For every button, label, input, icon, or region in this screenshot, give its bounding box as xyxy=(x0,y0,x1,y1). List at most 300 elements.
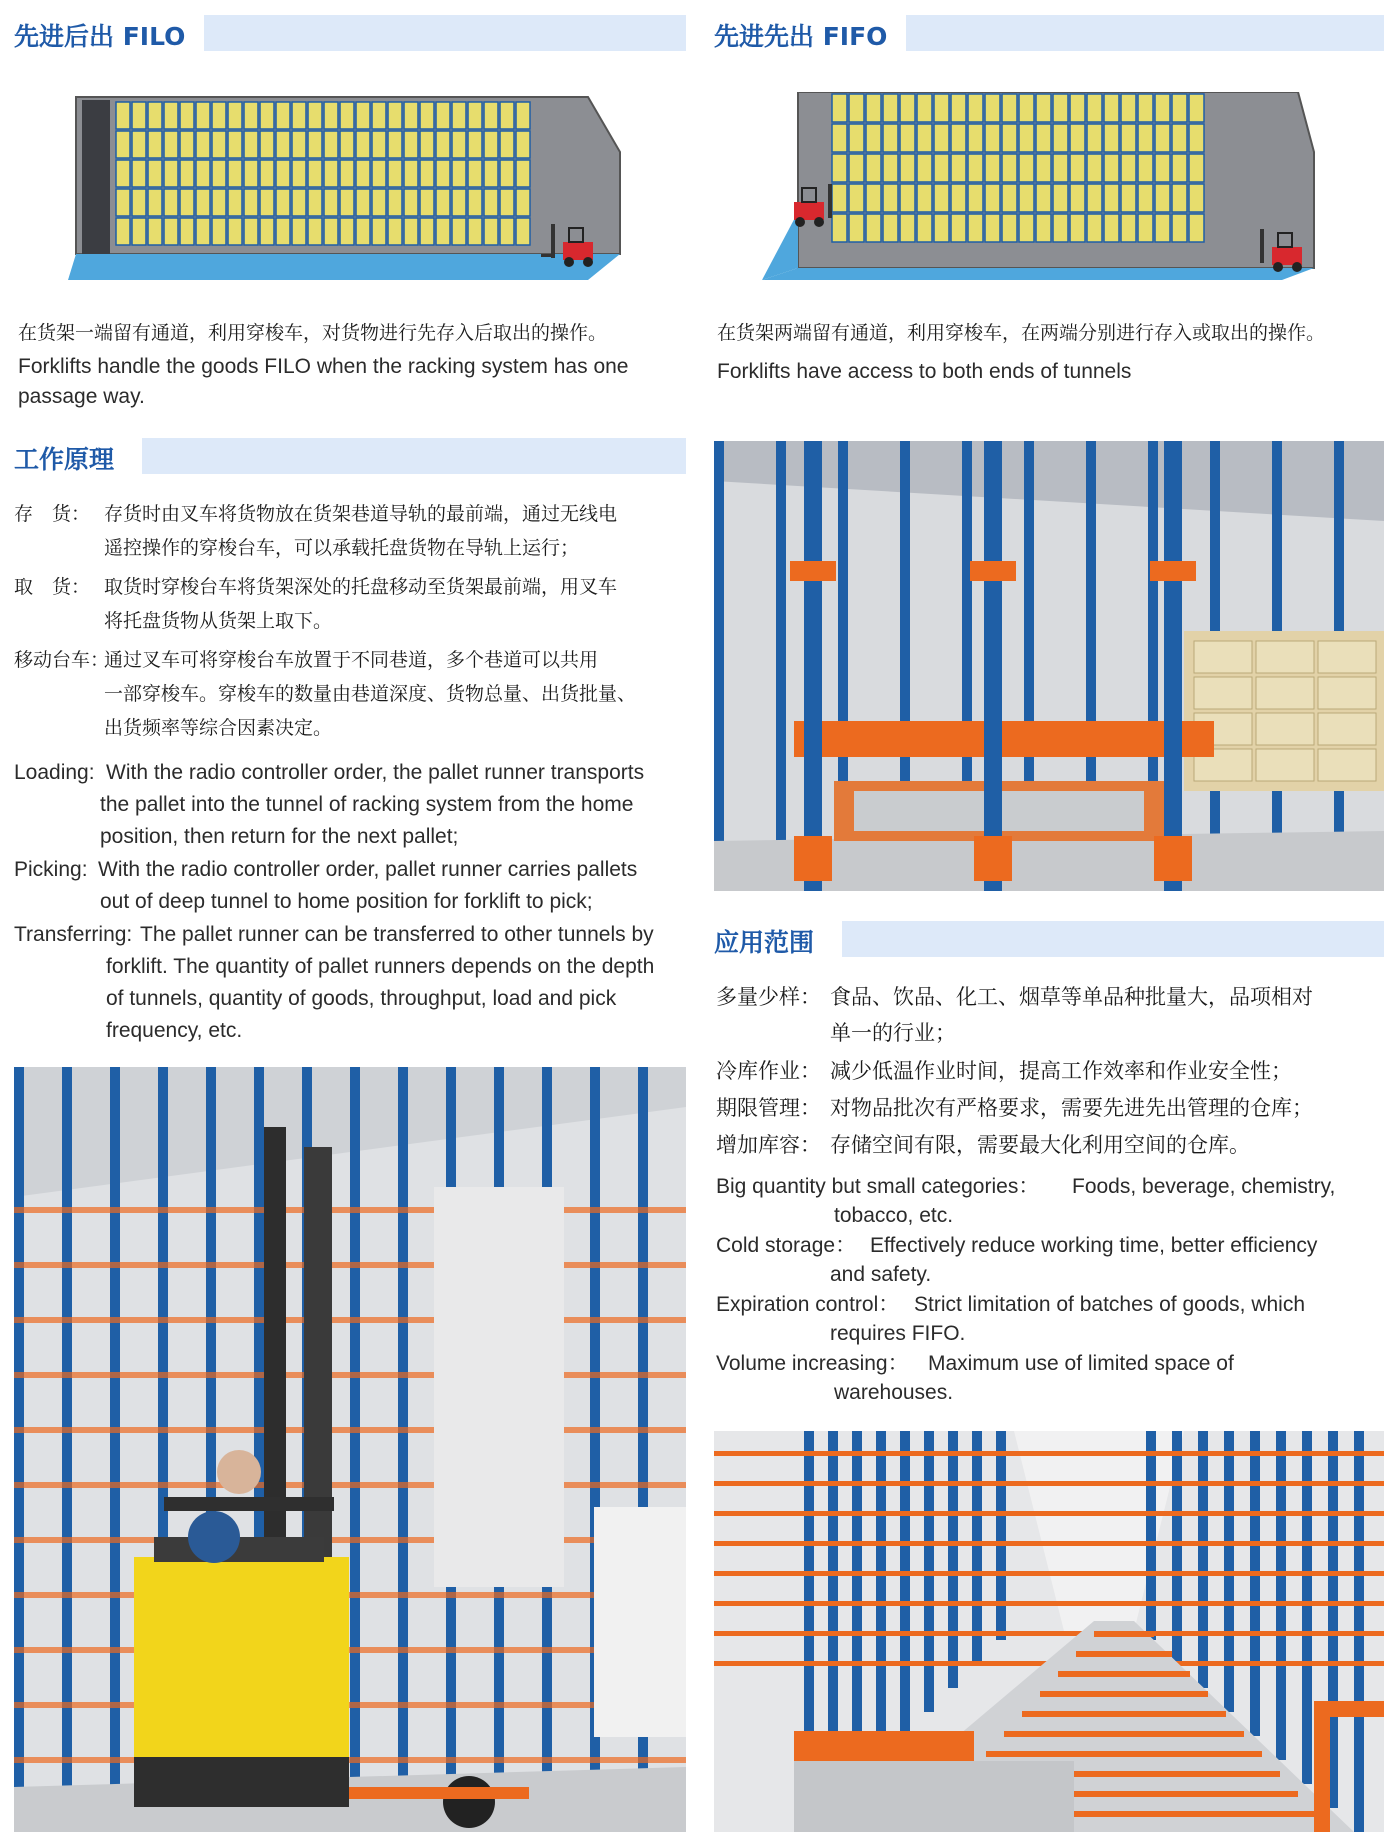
pallet-box xyxy=(484,218,498,245)
pallet-box xyxy=(276,218,290,245)
pallet-box xyxy=(934,154,949,182)
fifo-rack-diagram xyxy=(762,92,1322,282)
pallet-box xyxy=(436,160,450,187)
pallet-box xyxy=(308,102,322,129)
application-text: 食品、饮品、化工、烟草等单品种批量大，品项相对 xyxy=(830,985,1313,1009)
pallet-box xyxy=(468,131,482,158)
pallet-box xyxy=(164,102,178,129)
pallet-box xyxy=(1256,713,1314,745)
principle-en-label: Loading: xyxy=(14,761,95,784)
pallet-box xyxy=(1087,184,1102,212)
principle-en-label: Picking: xyxy=(14,858,88,881)
pallet-box xyxy=(1155,184,1170,212)
application-label: 冷库作业： xyxy=(716,1059,821,1083)
pallet-box xyxy=(436,189,450,216)
pallet-box xyxy=(436,102,450,129)
pallet-box xyxy=(196,160,210,187)
pallet-box xyxy=(228,189,242,216)
fifo-caption-en-line: Forklifts have access to both ends of tunnels xyxy=(717,360,1132,383)
pallet-box xyxy=(832,184,847,212)
principle-en-text: frequency, etc. xyxy=(106,1019,243,1042)
section-header-fifo xyxy=(714,15,1384,51)
application-en-text: warehouses. xyxy=(834,1381,954,1404)
rack-beam xyxy=(14,1537,686,1543)
rack-bracket xyxy=(790,561,836,581)
pallet-box xyxy=(1121,154,1136,182)
pallet-box xyxy=(132,102,146,129)
rack-upright xyxy=(62,1067,72,1832)
pallet-box xyxy=(276,160,290,187)
pallet-box xyxy=(1070,94,1085,122)
application-en-label: Cold storage： xyxy=(716,1234,857,1257)
principle-en-text: the pallet into the tunnel of racking system from the home xyxy=(100,793,634,816)
pallet-box xyxy=(1256,641,1314,673)
principle-text: 将托盘货物从货架上取下。 xyxy=(104,610,333,632)
rack-beam xyxy=(14,1427,686,1433)
pallet-box xyxy=(164,160,178,187)
pallet-box xyxy=(116,218,130,245)
pallet-box xyxy=(832,214,847,242)
pallet-box xyxy=(1194,641,1252,673)
pallet-box xyxy=(1019,124,1034,152)
rack-beam xyxy=(714,1451,1384,1456)
pallet-box xyxy=(372,131,386,158)
pallet-box xyxy=(951,184,966,212)
rack-upright xyxy=(972,1431,982,1664)
application-en-text: and safety. xyxy=(830,1263,932,1286)
pallet-box xyxy=(968,184,983,212)
pallet-box xyxy=(180,160,194,187)
pallet-box xyxy=(1138,124,1153,152)
pallet-box xyxy=(404,160,418,187)
rack-bracket xyxy=(970,561,1016,581)
rack-upright xyxy=(714,441,724,891)
application-en-text: Effectively reduce working time, better efficiency xyxy=(870,1234,1318,1257)
application-en-text: Maximum use of limited space of xyxy=(928,1352,1234,1375)
pallet-box xyxy=(388,218,402,245)
pallet-box xyxy=(292,102,306,129)
pallet-box xyxy=(1087,94,1102,122)
pallet-box xyxy=(1138,214,1153,242)
fifo-caption-cn: 在货架两端留有通道，利用穿梭车，在两端分别进行存入或取出的操作。 xyxy=(717,322,1326,344)
pallet-box xyxy=(132,218,146,245)
pallet-box xyxy=(372,160,386,187)
pallet-box xyxy=(292,218,306,245)
pallet-box xyxy=(196,131,210,158)
pallet-box xyxy=(388,131,402,158)
pallet-box xyxy=(883,154,898,182)
rack-upright xyxy=(1250,1431,1260,1736)
pallet-box xyxy=(468,160,482,187)
shuttle-rack-photo xyxy=(714,441,1384,891)
pallet-box xyxy=(866,184,881,212)
pallet-box xyxy=(468,218,482,245)
pallet-box xyxy=(900,214,915,242)
rack-beam xyxy=(714,1511,1384,1516)
pallet-box xyxy=(292,160,306,187)
rack-beam xyxy=(14,1372,686,1378)
pallet-box xyxy=(356,102,370,129)
pallet-box xyxy=(276,189,290,216)
pallet-box xyxy=(866,214,881,242)
pallet-box xyxy=(164,189,178,216)
pallet-box xyxy=(900,124,915,152)
principle-en-text: The pallet runner can be transferred to other tunnels by xyxy=(140,923,654,946)
pallet-box xyxy=(388,102,402,129)
pallet-box xyxy=(452,218,466,245)
pallet-box xyxy=(516,189,530,216)
pallet-box xyxy=(420,160,434,187)
pallet-box xyxy=(1121,94,1136,122)
rail xyxy=(986,1751,1262,1757)
pallet-box xyxy=(244,189,258,216)
application-text: 减少低温作业时间，提高工作效率和作业安全性； xyxy=(830,1059,1292,1083)
rail xyxy=(1058,1671,1190,1677)
pallet-box xyxy=(212,160,226,187)
pallet-box xyxy=(1019,184,1034,212)
pallet-box xyxy=(500,218,514,245)
application-text: 对物品批次有严格要求，需要先进先出管理的仓库； xyxy=(830,1096,1313,1120)
principle-text: 遥控操作的穿梭台车，可以承载托盘货物在导轨上运行； xyxy=(104,537,580,559)
pallet-box xyxy=(308,189,322,216)
pallet-box xyxy=(116,189,130,216)
pallet-box xyxy=(1070,184,1085,212)
pallet-box xyxy=(228,160,242,187)
pallet-box xyxy=(883,214,898,242)
pallet-box xyxy=(1172,124,1187,152)
rack-beam xyxy=(714,1541,1384,1546)
pallet-box xyxy=(1002,94,1017,122)
pallet-box xyxy=(1138,154,1153,182)
section-header-principle xyxy=(14,438,686,474)
pallet-box xyxy=(1104,124,1119,152)
pallet-box xyxy=(1019,214,1034,242)
pallet-box xyxy=(484,189,498,216)
pallet-box xyxy=(340,218,354,245)
pallet-box xyxy=(420,218,434,245)
pallet-box xyxy=(308,131,322,158)
pallet-box xyxy=(1256,749,1314,781)
pallet-box xyxy=(934,214,949,242)
pallet-box xyxy=(1189,154,1204,182)
pallet-box xyxy=(849,184,864,212)
pallet-box xyxy=(276,102,290,129)
rack-upright xyxy=(996,1431,1006,1640)
pallet-box xyxy=(1053,214,1068,242)
pallet-box xyxy=(849,154,864,182)
application-en-text: tobacco, etc. xyxy=(834,1204,954,1227)
application-en-label: Volume increasing： xyxy=(716,1352,909,1375)
rack-beam xyxy=(14,1317,686,1323)
pallet-box xyxy=(1036,124,1051,152)
rack-beam xyxy=(14,1757,686,1763)
pallet-box xyxy=(180,218,194,245)
pallet-box xyxy=(985,154,1000,182)
pallet-box xyxy=(116,131,130,158)
pallet-box xyxy=(356,189,370,216)
rail xyxy=(1022,1711,1226,1717)
pallet-box xyxy=(196,102,210,129)
rack-beam xyxy=(14,1647,686,1653)
pallet-box xyxy=(468,189,482,216)
rack-upright xyxy=(776,441,786,891)
pallet-box xyxy=(951,154,966,182)
pallet-box xyxy=(308,160,322,187)
pallet-box xyxy=(404,189,418,216)
principle-text: 通过叉车可将穿梭台车放置于不同巷道，多个巷道可以共用 xyxy=(104,649,599,671)
pallet-box xyxy=(180,131,194,158)
rail xyxy=(1040,1691,1208,1697)
pallet-box xyxy=(1155,124,1170,152)
section-title-application: 应用范围 xyxy=(714,928,815,957)
pallet-box xyxy=(866,154,881,182)
header-bar xyxy=(142,438,686,474)
pallet-box xyxy=(404,102,418,129)
pallet-box xyxy=(148,218,162,245)
filo-caption-cn: 在货架一端留有通道，利用穿梭车，对货物进行先存入后取出的操作。 xyxy=(18,322,608,344)
pallet-box xyxy=(1104,184,1119,212)
pallet-box xyxy=(452,102,466,129)
pallet-box xyxy=(228,131,242,158)
pallet-box xyxy=(372,189,386,216)
rack-beam xyxy=(714,1571,1384,1576)
application-text: 单一的行业； xyxy=(830,1021,956,1045)
pallet-box xyxy=(849,124,864,152)
pallet-box xyxy=(372,218,386,245)
pallet-box xyxy=(883,124,898,152)
forklift-warehouse-photo xyxy=(14,1067,686,1832)
pallet-box xyxy=(196,218,210,245)
pallet-box xyxy=(1070,154,1085,182)
pallet-box xyxy=(212,189,226,216)
pallet-box xyxy=(404,218,418,245)
pallet-box xyxy=(1087,154,1102,182)
principle-en-text: With the radio controller order, the pallet runner transports xyxy=(106,761,645,784)
pallet-box xyxy=(452,189,466,216)
pallet-box xyxy=(1318,749,1376,781)
principle-label: 存 货： xyxy=(14,503,91,525)
pallet-box xyxy=(516,160,530,187)
pallet-box xyxy=(404,131,418,158)
pallet-box xyxy=(228,102,242,129)
section-title-fifo: 先进先出 FIFO xyxy=(714,22,888,51)
pallet-box xyxy=(1318,641,1376,673)
pallet-box xyxy=(1070,214,1085,242)
pallet-box xyxy=(1002,214,1017,242)
header-bar xyxy=(906,15,1384,51)
pallet-box xyxy=(356,218,370,245)
pallet-box xyxy=(951,214,966,242)
application-en-text: Strict limitation of batches of goods, which xyxy=(914,1293,1306,1316)
pallet-box xyxy=(212,102,226,129)
application-text: 存储空间有限，需要最大化利用空间的仓库。 xyxy=(830,1133,1250,1157)
pallet-box xyxy=(968,214,983,242)
pallet-box xyxy=(951,124,966,152)
pallet-box xyxy=(516,102,530,129)
pallet-box xyxy=(1104,214,1119,242)
pallet-box xyxy=(1138,184,1153,212)
pallet-box xyxy=(244,160,258,187)
pallet-box xyxy=(132,189,146,216)
pallet-box xyxy=(452,160,466,187)
pallet-box xyxy=(934,124,949,152)
pallet-box xyxy=(849,94,864,122)
pallet-box xyxy=(1053,154,1068,182)
pallet-box xyxy=(968,124,983,152)
pallet-box xyxy=(1087,214,1102,242)
pallet-box xyxy=(985,94,1000,122)
pallet-box xyxy=(1172,154,1187,182)
principle-en-text: position, then return for the next pallet; xyxy=(100,825,459,848)
pallet-box xyxy=(500,102,514,129)
filo-caption-en-line: Forklifts handle the goods FILO when the racking system has one xyxy=(18,355,629,378)
pallet-box xyxy=(1036,214,1051,242)
pallet-box xyxy=(420,189,434,216)
pallet-box xyxy=(883,94,898,122)
principle-en-text: of tunnels, quantity of goods, throughput, load and pick xyxy=(106,987,617,1010)
pallet-box xyxy=(356,160,370,187)
pallet-box xyxy=(1318,677,1376,709)
rack-foot xyxy=(974,836,1012,881)
pallet-box xyxy=(1172,214,1187,242)
rack-upright xyxy=(948,1431,958,1688)
pallet-box xyxy=(292,189,306,216)
rack-upright xyxy=(1146,1431,1156,1640)
pallet-box xyxy=(917,214,932,242)
application-label: 期限管理： xyxy=(716,1096,821,1120)
rack-upright xyxy=(1198,1431,1208,1688)
rack-upright xyxy=(1172,1431,1182,1664)
rack-upright xyxy=(804,441,822,891)
pallet-box xyxy=(934,94,949,122)
principle-text: 出货频率等综合因素决定。 xyxy=(104,717,333,739)
rack-beam xyxy=(14,1702,686,1708)
application-en-label: Big quantity but small categories： xyxy=(716,1175,1040,1198)
pallet-box xyxy=(917,124,932,152)
pallet-box xyxy=(1172,94,1187,122)
pallet-box xyxy=(324,131,338,158)
pallet-box xyxy=(1138,94,1153,122)
section-header-filo xyxy=(14,15,686,51)
pallet-box xyxy=(866,94,881,122)
principle-en-label: Transferring: xyxy=(14,923,133,946)
rack-beam xyxy=(714,1601,1384,1606)
pallet-box xyxy=(148,131,162,158)
pallet-box xyxy=(1121,214,1136,242)
rack-tunnel-photo xyxy=(714,1431,1384,1832)
pallet-box xyxy=(1036,94,1051,122)
pallet-box xyxy=(1104,154,1119,182)
rack-upright xyxy=(350,1067,360,1832)
pallet-box xyxy=(180,189,194,216)
principle-en-text: forklift. The quantity of pallet runners depends on the depth xyxy=(106,955,655,978)
application-en-label: Expiration control： xyxy=(716,1293,900,1316)
pallet-box xyxy=(1002,124,1017,152)
rack-foot xyxy=(794,836,832,881)
pallet-box xyxy=(436,131,450,158)
pallet-box xyxy=(985,184,1000,212)
pallet-box xyxy=(132,160,146,187)
pallet-box xyxy=(132,131,146,158)
pallet-box xyxy=(1256,677,1314,709)
pallet-box xyxy=(1053,184,1068,212)
pallet-box xyxy=(917,184,932,212)
pallet-box xyxy=(420,131,434,158)
pallet-box xyxy=(260,189,274,216)
pallet-box xyxy=(968,154,983,182)
header-bar xyxy=(842,921,1384,957)
pallet-box xyxy=(260,160,274,187)
pallet-box xyxy=(1002,184,1017,212)
pallet-box xyxy=(324,160,338,187)
rack-beam xyxy=(14,1207,686,1213)
pallet-box xyxy=(340,189,354,216)
rack-upright xyxy=(984,441,1002,891)
application-en-text: requires FIFO. xyxy=(830,1322,966,1345)
pallet-box xyxy=(1155,154,1170,182)
pallet-box xyxy=(148,160,162,187)
principle-label: 取 货： xyxy=(14,576,91,598)
pallet-box xyxy=(388,160,402,187)
pallet-box xyxy=(292,131,306,158)
rack-foot xyxy=(1154,836,1192,881)
pallet-box xyxy=(276,131,290,158)
pallet-box xyxy=(832,154,847,182)
pallet-box xyxy=(1155,94,1170,122)
pallet-box xyxy=(148,102,162,129)
pallet-box xyxy=(436,218,450,245)
pallet-box xyxy=(985,124,1000,152)
filo-caption-en-line: passage way. xyxy=(18,385,145,408)
rack-beam xyxy=(14,1592,686,1598)
pallet-box xyxy=(866,124,881,152)
pallet-box xyxy=(116,102,130,129)
pallet-box xyxy=(340,160,354,187)
principle-text: 存货时由叉车将货物放在货架巷道导轨的最前端，通过无线电 xyxy=(104,503,618,525)
pallet-box xyxy=(388,189,402,216)
pallet-box xyxy=(468,102,482,129)
pallet-box xyxy=(1002,154,1017,182)
pallet-box xyxy=(1318,713,1376,745)
pallet-box xyxy=(324,102,338,129)
pallet-box xyxy=(244,102,258,129)
section-header-application xyxy=(714,921,1384,957)
pallet-box xyxy=(1053,94,1068,122)
pallet-box xyxy=(228,218,242,245)
pallet-box xyxy=(180,102,194,129)
rack-upright xyxy=(110,1067,120,1832)
rack-upright xyxy=(900,1431,910,1736)
pallet-box xyxy=(516,218,530,245)
pallet-box xyxy=(985,214,1000,242)
pallet-box xyxy=(452,131,466,158)
pallet-box xyxy=(516,131,530,158)
section-title-principle: 工作原理 xyxy=(14,445,115,474)
pallet-box xyxy=(1036,184,1051,212)
pallet-box xyxy=(1189,124,1204,152)
principle-en-text: out of deep tunnel to home position for forklift to pick; xyxy=(100,890,593,913)
pallet-box xyxy=(934,184,949,212)
rack-upright xyxy=(876,1431,886,1760)
pallet-box xyxy=(1155,214,1170,242)
rack-bracket xyxy=(1150,561,1196,581)
pallet-box xyxy=(1087,124,1102,152)
pallet-box xyxy=(1189,94,1204,122)
pallet-box xyxy=(1189,214,1204,242)
pallet-box xyxy=(1104,94,1119,122)
pallet-box xyxy=(1121,184,1136,212)
section-title-filo: 先进后出 FILO xyxy=(14,22,186,51)
